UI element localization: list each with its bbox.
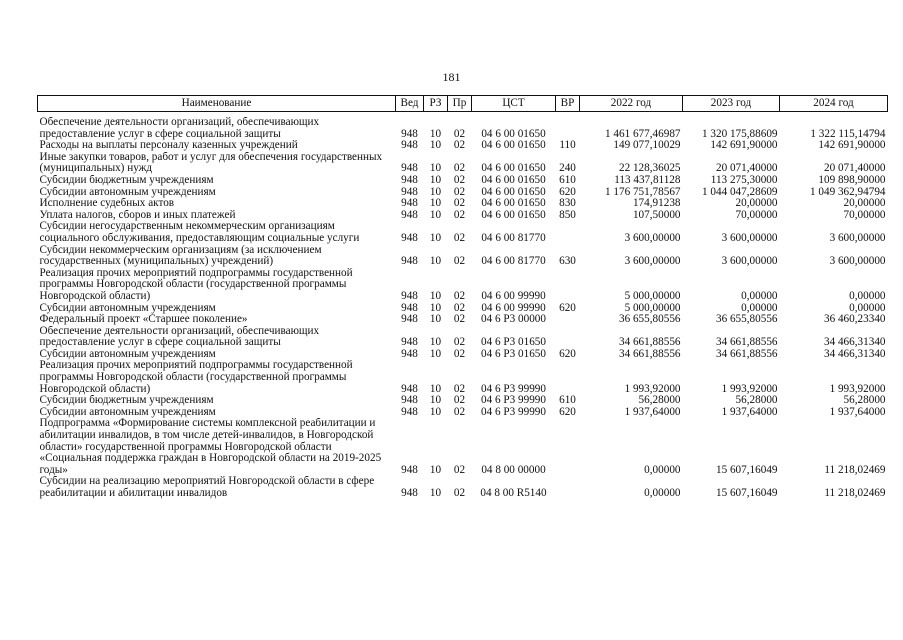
header-name: Наименование: [38, 96, 396, 112]
row-ved: 948: [401, 198, 418, 210]
row-vr: [556, 117, 580, 140]
row-cst: 04 6 P3 99990: [481, 382, 546, 395]
row-rz: 10: [429, 314, 442, 326]
row-ved: 948: [401, 231, 418, 244]
row-value-2023: 34 661,88556: [715, 336, 778, 349]
table-row: [38, 140, 888, 152]
table-row: [38, 175, 888, 187]
row-pr: 02: [453, 302, 466, 314]
row-cst: 04 8 00 00000: [481, 463, 546, 476]
row-ved: 948: [401, 209, 418, 221]
table-header-row: [38, 96, 888, 112]
row-cst: 04 6 P3 01650: [481, 348, 546, 360]
row-value-2024: 0,00000: [849, 302, 886, 314]
row-name: Обеспечение деятельности организаций, обеспечивающих предоставление услуг в сфере социальной защиты: [39, 325, 320, 349]
row-value-2024: 20,00000: [843, 198, 886, 210]
row-pr: 02: [453, 463, 466, 476]
row-pr: 02: [453, 174, 466, 186]
header-2022: 2022 год: [580, 96, 683, 112]
row-rz: 10: [429, 336, 442, 349]
row-name: Иные закупки товаров, работ и услуг для обеспечения государственных (муниципальных) нужд: [39, 151, 383, 175]
row-value-2023: 3 600,00000: [721, 231, 778, 244]
row-vr: [556, 360, 580, 395]
table-row: [38, 268, 888, 303]
row-vr: 240: [559, 162, 576, 175]
row-pr: 02: [453, 487, 466, 499]
row-name: Субсидии автономным учреждениям: [39, 406, 216, 418]
row-value-2022: 1 176 751,78567: [604, 186, 681, 198]
row-vr: [556, 314, 580, 326]
header-cst: ЦСТ: [472, 96, 556, 112]
row-rz: 10: [429, 231, 442, 244]
row-name: Подпрограмма «Формирование системы комплексной реабилитации и абилитации инвалидов, в том числе детей-инвалидов, в Новгородской области» государственной программы Новгородской области «Социальная поддержка граждан в Новгородской области на 2019-2025 годы»: [39, 418, 382, 476]
row-vr: 630: [559, 255, 576, 268]
row-value-2022: 107,50000: [632, 209, 681, 221]
row-rz: 10: [429, 162, 442, 175]
row-cst: 04 6 P3 00000: [481, 314, 546, 326]
row-value-2023: 20 071,40000: [715, 162, 778, 175]
row-ved: 948: [401, 406, 418, 418]
row-value-2024: 11 218,02469: [824, 487, 886, 499]
row-name: Исполнение судебных актов: [39, 198, 175, 210]
row-value-2022: 5 000,00000: [624, 302, 681, 314]
row-value-2022: 1 937,64000: [624, 406, 681, 418]
row-value-2024: 1 937,64000: [829, 406, 886, 418]
row-vr: 620: [559, 302, 576, 314]
row-ved: 948: [401, 314, 418, 326]
row-value-2023: 70,00000: [735, 209, 778, 221]
row-vr: [556, 221, 580, 244]
row-value-2023: 15 607,16049: [715, 463, 778, 476]
row-rz: 10: [429, 289, 442, 302]
row-value-2024: 109 898,90000: [818, 174, 886, 186]
row-cst: 04 6 00 81770: [481, 255, 546, 268]
row-name: Субсидии на реализацию мероприятий Новгородской области в сфере реабилитации и абилитации инвалидов: [39, 476, 375, 499]
row-vr: [556, 418, 580, 476]
row-name: Субсидии бюджетным учреждениям: [39, 395, 214, 407]
row-vr: [556, 476, 580, 499]
row-value-2023: 3 600,00000: [721, 255, 778, 268]
header-rz: РЗ: [424, 96, 448, 112]
table-row: [38, 303, 888, 315]
row-value-2023: 1 320 175,88609: [701, 127, 778, 140]
row-rz: 10: [429, 198, 442, 210]
row-value-2024: 3 600,00000: [829, 231, 886, 244]
row-value-2022: 34 661,88556: [618, 348, 681, 360]
row-vr: 610: [559, 395, 576, 407]
row-name: Федеральный проект «Старшее поколение»: [39, 314, 248, 326]
row-pr: 02: [453, 406, 466, 418]
row-rz: 10: [429, 348, 442, 360]
row-value-2024: 0,00000: [849, 289, 886, 302]
table-body: [38, 112, 888, 500]
row-value-2022: 0,00000: [644, 463, 681, 476]
row-vr: 620: [559, 186, 576, 198]
table-row: [38, 418, 888, 476]
row-value-2022: 1 461 677,46987: [604, 127, 681, 140]
row-value-2022: 1 993,92000: [624, 382, 681, 395]
row-pr: 02: [453, 348, 466, 360]
row-cst: 04 6 00 81770: [481, 231, 546, 244]
row-value-2022: 5 000,00000: [624, 289, 681, 302]
row-rz: 10: [429, 209, 442, 221]
row-name: Уплата налогов, сборов и иных платежей: [39, 209, 236, 221]
table-row: [38, 117, 888, 140]
row-ved: 948: [401, 487, 418, 499]
row-rz: 10: [429, 174, 442, 186]
row-pr: 02: [453, 382, 466, 395]
row-ved: 948: [401, 255, 418, 268]
row-ved: 948: [401, 140, 418, 152]
row-ved: 948: [401, 162, 418, 175]
row-value-2023: 20,00000: [735, 198, 778, 210]
table-row: [38, 245, 888, 268]
row-value-2022: 174,91238: [632, 198, 681, 210]
table-row: [38, 326, 888, 349]
row-rz: 10: [429, 127, 442, 140]
row-value-2024: 34 466,31340: [823, 336, 886, 349]
row-pr: 02: [453, 162, 466, 175]
row-value-2022: 22 128,36025: [618, 162, 681, 175]
row-name: Реализация прочих мероприятий подпрограммы государственной программы Новгородской области (государственной программы Новгородской области): [39, 267, 353, 302]
row-value-2023: 36 655,80556: [715, 314, 778, 326]
row-value-2023: 1 937,64000: [721, 406, 778, 418]
row-value-2022: 56,28000: [638, 395, 681, 407]
table-row: [38, 221, 888, 244]
row-cst: 04 6 00 01650: [481, 140, 546, 152]
row-value-2022: 149 077,10029: [613, 140, 681, 152]
row-cst: 04 6 P3 01650: [481, 336, 546, 349]
row-value-2023: 142 691,90000: [710, 140, 778, 152]
row-value-2023: 56,28000: [735, 395, 778, 407]
row-pr: 02: [453, 127, 466, 140]
row-pr: 02: [453, 231, 466, 244]
row-pr: 02: [453, 186, 466, 198]
row-name: Субсидии автономным учреждениям: [39, 302, 216, 314]
row-vr: 830: [559, 198, 576, 210]
page-number: 181: [442, 70, 461, 84]
row-value-2023: 1 044 047,28609: [701, 186, 778, 198]
table-row: [38, 187, 888, 199]
table-row: [38, 476, 888, 499]
row-value-2024: 36 460,23340: [823, 314, 886, 326]
row-rz: 10: [429, 487, 442, 499]
row-value-2024: 1 322 115,14794: [810, 127, 886, 140]
row-pr: 02: [453, 395, 466, 407]
row-value-2022: 34 661,88556: [618, 336, 681, 349]
row-cst: 04 6 00 99990: [481, 302, 546, 314]
row-value-2024: 20 071,40000: [823, 162, 886, 175]
table-row: [38, 349, 888, 361]
row-pr: 02: [453, 140, 466, 152]
row-value-2023: 0,00000: [741, 302, 778, 314]
row-rz: 10: [429, 255, 442, 268]
row-rz: 10: [429, 302, 442, 314]
row-cst: 04 6 00 01650: [481, 174, 546, 186]
row-name: Субсидии некоммерческим организациям (за исключением государственных (муниципальных) учреждений): [39, 244, 322, 268]
row-cst: 04 6 00 01650: [481, 186, 546, 198]
row-value-2023: 0,00000: [741, 289, 778, 302]
row-rz: 10: [429, 140, 442, 152]
row-pr: 02: [453, 198, 466, 210]
row-name: Субсидии автономным учреждениям: [39, 186, 216, 198]
row-vr: 620: [559, 406, 576, 418]
row-value-2022: 0,00000: [644, 487, 681, 499]
table-row: [38, 395, 888, 407]
row-ved: 948: [401, 382, 418, 395]
row-ved: 948: [401, 174, 418, 186]
table-row: [38, 407, 888, 419]
row-value-2024: 11 218,02469: [824, 463, 886, 476]
table-row: [38, 198, 888, 210]
row-pr: 02: [453, 209, 466, 221]
row-name: Обеспечение деятельности организаций, обеспечивающих предоставление услуг в сфере социальной защиты: [39, 117, 320, 140]
row-cst: 04 6 P3 99990: [481, 395, 546, 407]
row-vr: [556, 268, 580, 303]
row-value-2022: 3 600,00000: [624, 231, 681, 244]
row-cst: 04 6 P3 99990: [481, 406, 546, 418]
header-ved: Вед: [396, 96, 424, 112]
row-cst: 04 6 00 01650: [481, 162, 546, 175]
row-value-2023: 1 993,92000: [721, 382, 778, 395]
header-2024: 2024 год: [780, 96, 888, 112]
row-ved: 948: [401, 463, 418, 476]
row-vr: 620: [559, 348, 576, 360]
row-name: Расходы на выплаты персоналу казенных учреждений: [39, 140, 298, 152]
row-name: Субсидии негосударственным некоммерческим организациям социального обслуживания, предоставляющим социальные услуги: [39, 221, 360, 244]
header-vr: ВР: [556, 96, 580, 112]
row-value-2024: 70,00000: [843, 209, 886, 221]
table-row: [38, 210, 888, 222]
row-value-2024: 56,28000: [843, 395, 886, 407]
row-value-2023: 113 275,30000: [710, 174, 778, 186]
row-cst: 04 8 00 R5140: [480, 487, 547, 499]
row-pr: 02: [453, 255, 466, 268]
row-rz: 10: [429, 382, 442, 395]
budget-table: [37, 95, 888, 500]
header-2023: 2023 год: [683, 96, 780, 112]
row-name: Субсидии автономным учреждениям: [39, 348, 216, 360]
row-name: Субсидии бюджетным учреждениям: [39, 174, 214, 186]
row-pr: 02: [453, 289, 466, 302]
row-value-2024: 1 049 362,94794: [809, 186, 886, 198]
row-value-2022: 36 655,80556: [618, 314, 681, 326]
row-value-2022: 113 437,81128: [614, 174, 681, 186]
row-vr: [556, 326, 580, 349]
row-value-2024: 142 691,90000: [818, 140, 886, 152]
row-vr: 610: [559, 174, 576, 186]
row-cst: 04 6 00 01650: [481, 209, 546, 221]
row-pr: 02: [453, 336, 466, 349]
row-value-2024: 34 466,31340: [823, 348, 886, 360]
row-value-2022: 3 600,00000: [624, 255, 681, 268]
row-vr: 850: [559, 209, 576, 221]
row-ved: 948: [401, 186, 418, 198]
row-ved: 948: [401, 395, 418, 407]
table-row: [38, 360, 888, 395]
row-ved: 948: [401, 348, 418, 360]
row-ved: 948: [401, 336, 418, 349]
row-value-2023: 15 607,16049: [715, 487, 778, 499]
header-pr: Пр: [448, 96, 472, 112]
row-ved: 948: [401, 302, 418, 314]
row-cst: 04 6 00 01650: [481, 127, 546, 140]
row-pr: 02: [453, 314, 466, 326]
table-row: [38, 314, 888, 326]
row-rz: 10: [429, 186, 442, 198]
row-value-2024: 1 993,92000: [829, 382, 886, 395]
row-rz: 10: [429, 395, 442, 407]
row-value-2024: 3 600,00000: [829, 255, 886, 268]
row-ved: 948: [401, 127, 418, 140]
row-ved: 948: [401, 289, 418, 302]
row-cst: 04 6 00 99990: [481, 289, 546, 302]
row-vr: 110: [559, 140, 576, 152]
row-value-2023: 34 661,88556: [715, 348, 778, 360]
table-row: [38, 152, 888, 175]
row-cst: 04 6 00 01650: [481, 198, 546, 210]
row-name: Реализация прочих мероприятий подпрограммы государственной программы Новгородской области (государственной программы Новгородской области): [39, 360, 353, 395]
row-rz: 10: [429, 463, 442, 476]
row-rz: 10: [429, 406, 442, 418]
